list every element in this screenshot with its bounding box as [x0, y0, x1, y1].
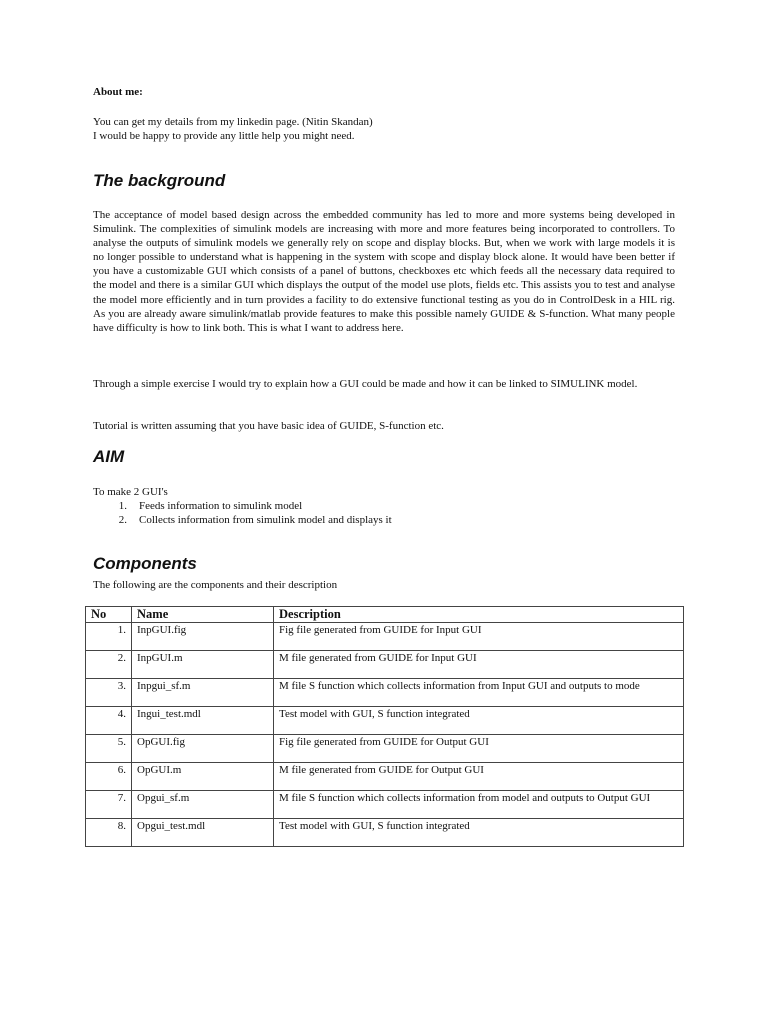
cell-name: Ingui_test.mdl [132, 707, 274, 735]
cell-no: 5. [86, 735, 132, 763]
table-row [86, 623, 684, 651]
cell-description: M file S function which collects information from Input GUI and outputs to mode [274, 679, 684, 707]
cell-description: Test model with GUI, S function integrated [274, 707, 684, 735]
cell-description: M file S function which collects information from model and outputs to Output GUI [274, 791, 684, 819]
list-item [113, 513, 392, 527]
table-row [86, 707, 684, 735]
components-heading: Components [93, 554, 197, 573]
table-row [86, 651, 684, 679]
cell-name: Opgui_test.mdl [132, 819, 274, 847]
table-row [86, 819, 684, 847]
list-item-number: 2. [118, 514, 127, 526]
components-table [85, 606, 684, 847]
cell-name: OpGUI.m [132, 763, 274, 791]
aim-heading: AIM [93, 447, 125, 466]
table-header-row [86, 607, 684, 623]
table-row [86, 735, 684, 763]
background-paragraph-2: Through a simple exercise I would try to explain how a GUI could be made and how it can be linked to SIMULINK model. [93, 378, 638, 390]
table-row [86, 791, 684, 819]
background-heading: The background [93, 171, 226, 190]
aim-intro: To make 2 GUI's [93, 486, 168, 498]
list-item-text: Feeds information to simulink model [139, 500, 303, 512]
cell-description: M file generated from GUIDE for Input GUI [274, 651, 684, 679]
list-item-number: 1. [118, 500, 127, 512]
cell-description: Fig file generated from GUIDE for Output GUI [274, 735, 684, 763]
list-item-text: Collects information from simulink model and displays it [139, 514, 392, 526]
table-row [86, 763, 684, 791]
column-header-name: Name [132, 607, 274, 623]
cell-no: 4. [86, 707, 132, 735]
cell-name: InpGUI.fig [132, 623, 274, 651]
cell-description: Fig file generated from GUIDE for Input GUI [274, 623, 684, 651]
cell-no: 3. [86, 679, 132, 707]
about-heading: About me: [93, 86, 143, 98]
components-intro: The following are the components and their description [93, 579, 338, 591]
cell-name: Opgui_sf.m [132, 791, 274, 819]
cell-name: InpGUI.m [132, 651, 274, 679]
list-item [113, 499, 392, 513]
cell-no: 2. [86, 651, 132, 679]
table-row [86, 679, 684, 707]
about-line-1: You can get my details from my linkedin page. (Nitin Skandan) [93, 116, 373, 128]
about-line-2: I would be happy to provide any little help you might need. [93, 130, 355, 142]
cell-name: Inpgui_sf.m [132, 679, 274, 707]
cell-description: M file generated from GUIDE for Output GUI [274, 763, 684, 791]
cell-no: 1. [86, 623, 132, 651]
aim-list [113, 499, 392, 527]
background-paragraph-3: Tutorial is written assuming that you have basic idea of GUIDE, S-function etc. [93, 420, 444, 432]
cell-no: 6. [86, 763, 132, 791]
cell-no: 8. [86, 819, 132, 847]
cell-name: OpGUI.fig [132, 735, 274, 763]
background-paragraph-1: The acceptance of model based design across the embedded community has led to more and more systems being developed in Simulink. The complexities of simulink models are increasing with more and more features being incorporated to controllers. To analyse the outputs of simulink models we generally rely on scope and display blocks. But, when we work with large models it is no longer possible to understand what is happening in the system with scope and display block alone. It would have been better if you have a customizable GUI which consists of a panel of buttons, checkboxes etc which feeds all the necessary data required to the model and there is a similar GUI which displays the output of the model use plots, fields etc. This assists you to test and analyse the model more efficiently and in turn provides a facility to do extensive functional testing as you do in ControlDesk in a HIL rig. As you are already aware simulink/matlab provide features to make this possible namely GUIDE & S-function. What many people have difficulty is how to link both. This is what I want to address here. [93, 209, 675, 334]
cell-description: Test model with GUI, S function integrated [274, 819, 684, 847]
column-header-no: No [86, 607, 132, 623]
about-text [93, 115, 683, 143]
cell-no: 7. [86, 791, 132, 819]
column-header-description: Description [274, 607, 684, 623]
